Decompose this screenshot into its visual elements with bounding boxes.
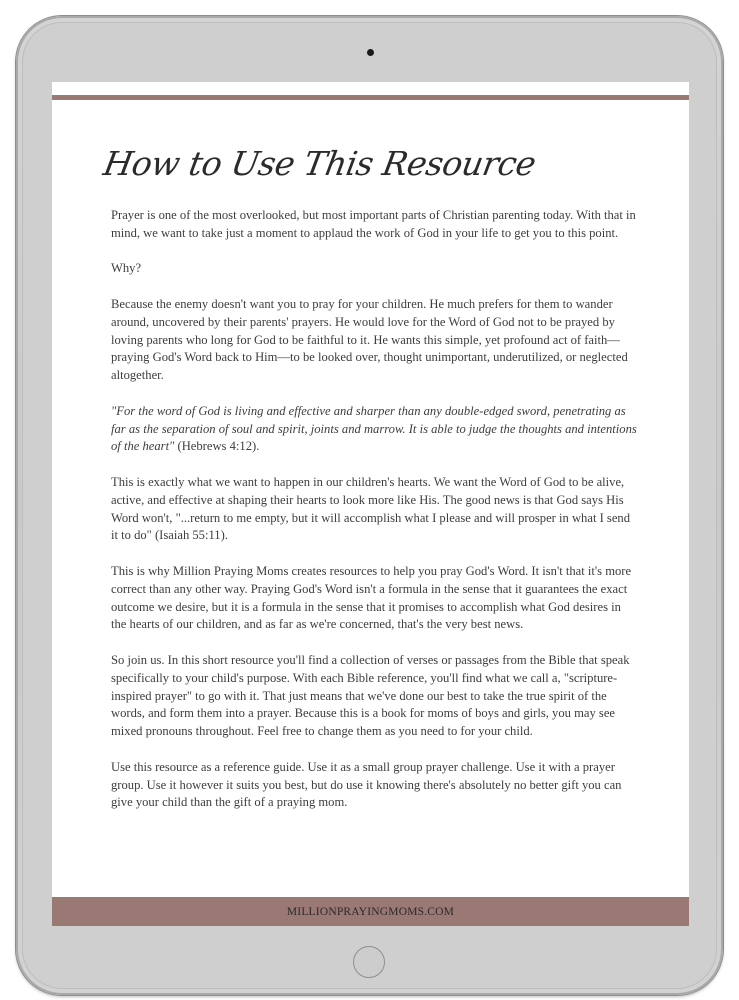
page-title: How to Use This Resource xyxy=(100,144,539,183)
body-text xyxy=(111,207,637,830)
quote-text: "For the word of God is living and effective and sharper than any double-edged sword, penetrating as far as the separation of soul and spirit, joints and marrow. It is able to judge the thoughts and intentions of the heart" xyxy=(111,403,637,454)
paragraph: This is exactly what we want to happen in our children's hearts. We want the Word of God to be alive, active, and effective at shaping their hearts to look more like His. The good news is that God says His Word won't, "...return to me empty, but it will accomplish what I please and will prosper in what I send it to do" (Isaiah 55:11). xyxy=(111,474,631,543)
paragraph: Prayer is one of the most overlooked, but most important parts of Christian parenting today. With that in mind, we want to take just a moment to applaud the work of God in your life to get you to this point. xyxy=(111,208,636,240)
camera-icon xyxy=(367,49,374,56)
paragraph: This is why Million Praying Moms creates resources to help you pray God's Word. It isn't that it's more correct than any other way. Praying God's Word isn't a formula in the sense that it guarantees the exact outcome we desire, but it is a formula in the sense that it promises to accomplish what God desires in the hearts of our children, and as far as we're concerned, that's the very best news. xyxy=(111,563,632,632)
scripture-quote xyxy=(111,403,637,456)
home-button[interactable] xyxy=(353,946,385,978)
footer-url: MILLIONPRAYINGMOMS.COM xyxy=(286,905,455,918)
footer-bar xyxy=(52,897,689,926)
paragraph: Why? xyxy=(111,261,142,276)
top-accent-bar xyxy=(52,95,689,100)
paragraph: Because the enemy doesn't want you to pray for your children. He much prefers for them to wander around, uncovered by their parents' prayers. He would love for the Word of God not to be prayed by loving parents who long for God to be faithful to it. He wants this simple, yet profound act of faith—praying God's Word back to Him—to be looked over, thought unimportant, underutilized, or neglected altogether. xyxy=(111,296,628,383)
paragraph: So join us. In this short resource you'll find a collection of verses or passages from the Bible that speak specifically to your child's purpose. With each Bible reference, you'll find what we call a, "scripture-inspired prayer" to go with it. That just means that we've done our best to take the true spirit of the words, and form them into a prayer. Because this is a book for moms of boys and girls, you may see mixed pronouns throughout. Feel free to change them as you need to for your child. xyxy=(111,652,630,739)
screen xyxy=(52,82,689,926)
quote-reference: (Hebrews 4:12). xyxy=(174,439,260,454)
paragraph: Use this resource as a reference guide. Use it as a small group prayer challenge. Use it with a prayer group. Use it however it suits you best, but do use it knowing there's absolutely no better gift you can give your child than the gift of a praying mom. xyxy=(111,759,622,810)
